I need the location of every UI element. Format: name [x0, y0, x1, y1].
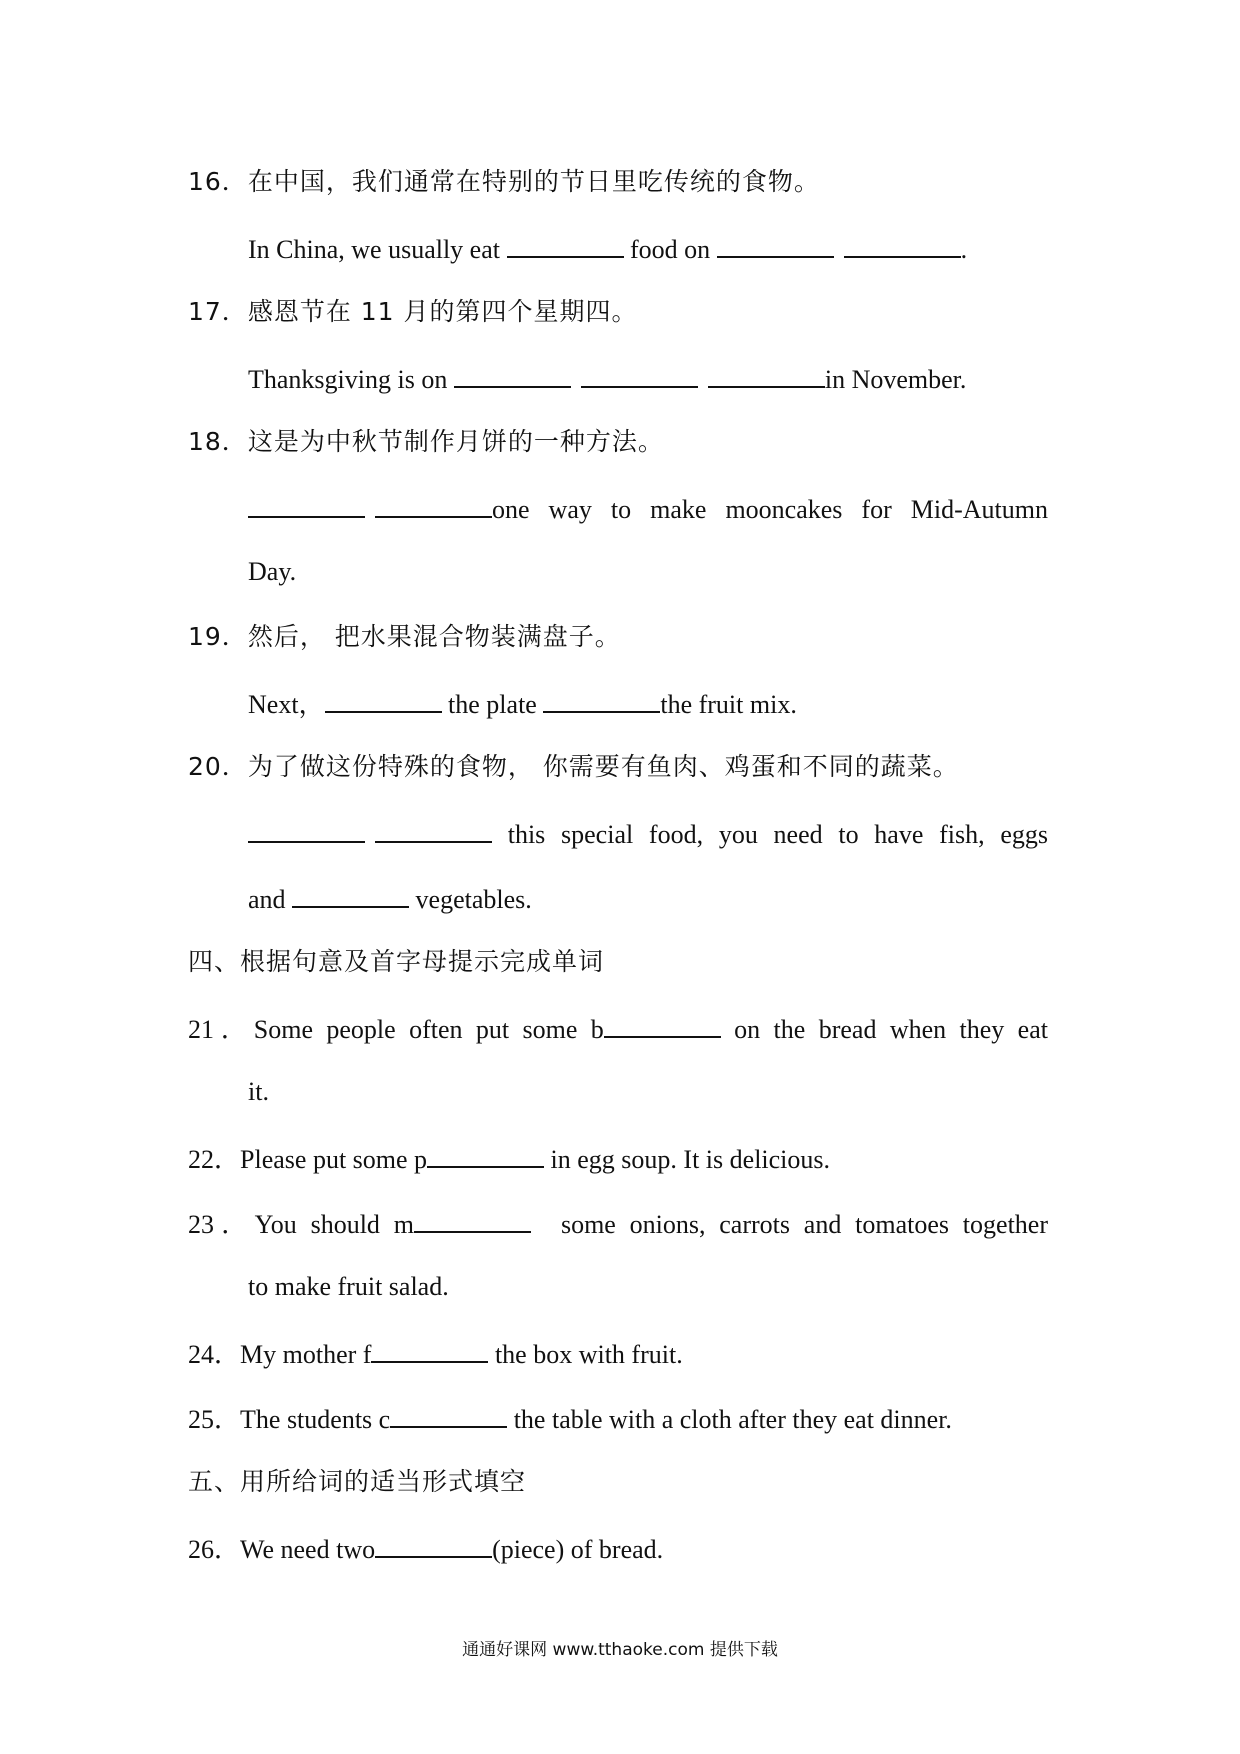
- q24-blank[interactable]: [371, 1335, 488, 1363]
- q17-number: 17．: [188, 297, 248, 326]
- q23-blank[interactable]: [414, 1205, 531, 1233]
- q21-number: 21．: [188, 1015, 254, 1044]
- q18-blank-2[interactable]: [375, 490, 492, 518]
- q20-prompt: [188, 750, 959, 784]
- q20-chinese: 为了做这份特殊的食物， 你需要有鱼肉、鸡蛋和不同的蔬菜。: [247, 752, 959, 781]
- q16-text-b: food on: [623, 235, 717, 264]
- q20-blank-3[interactable]: [292, 880, 409, 908]
- q20-blank-2[interactable]: [375, 815, 492, 843]
- q22-blank[interactable]: [427, 1140, 544, 1168]
- q21-text-a: Some people often put some b: [253, 1015, 604, 1044]
- q18-text-a: one way to make mooncakes for Mid-Autumn: [492, 495, 1048, 524]
- q24-text-b: the box with fruit.: [488, 1340, 683, 1369]
- q18-prompt: [188, 425, 664, 459]
- q21-text-b: on the bread when they eat: [720, 1015, 1048, 1044]
- q19-prompt: [188, 620, 621, 654]
- q26-number: 26．: [188, 1535, 241, 1564]
- q26-sentence: [188, 1530, 663, 1567]
- q18-blank-1[interactable]: [248, 490, 365, 518]
- q17-text-b: in November.: [824, 365, 967, 394]
- q24-sentence: [188, 1335, 683, 1372]
- q25-blank[interactable]: [390, 1400, 507, 1428]
- q20-sentence-cont: [248, 880, 532, 917]
- q25-text-a: The students c: [240, 1405, 391, 1434]
- q22-text-a: Please put some p: [240, 1145, 428, 1174]
- q23-text-b: some onions, carrots and tomatoes together: [560, 1210, 1048, 1239]
- q21-sentence-cont: [248, 1075, 269, 1109]
- q16-blank-3[interactable]: [844, 230, 961, 258]
- q21-sentence: [188, 1010, 1048, 1047]
- q17-sentence: [248, 360, 966, 397]
- q17-blank-3[interactable]: [708, 360, 825, 388]
- q17-text-a: Thanksgiving is on: [248, 365, 454, 394]
- q16-chinese: 在中国，我们通常在特别的节日里吃传统的食物。: [247, 167, 820, 196]
- q23-number: 23．: [188, 1210, 255, 1239]
- section5-title: 五、用所给词的适当形式填空: [188, 1467, 527, 1496]
- q23-sentence: [188, 1205, 1048, 1242]
- page-footer: 通通好课网 www.tthaoke.com 提供下载: [462, 1640, 778, 1660]
- q16-number: 16．: [188, 167, 248, 196]
- q26-blank[interactable]: [375, 1530, 492, 1558]
- q17-prompt: [188, 295, 638, 329]
- q18-text-b: Day.: [248, 557, 297, 586]
- q25-text-b: the table with a cloth after they eat dinner.: [507, 1405, 952, 1434]
- q18-chinese: 这是为中秋节制作月饼的一种方法。: [247, 427, 664, 456]
- q22-text-b: in egg soup. It is delicious.: [544, 1145, 831, 1174]
- q24-text-a: My mother f: [240, 1340, 372, 1369]
- q19-sentence: [248, 685, 797, 722]
- section4-title: 四、根据句意及首字母提示完成单词: [188, 947, 605, 976]
- q18-number: 18．: [188, 427, 248, 456]
- q19-text-b: the plate: [441, 690, 544, 719]
- q19-chinese: 然后， 把水果混合物装满盘子。: [247, 622, 621, 651]
- q19-blank-1[interactable]: [325, 685, 442, 713]
- q18-sentence-cont: [248, 555, 296, 589]
- q25-number: 25．: [188, 1405, 241, 1434]
- q20-text-b: and: [248, 885, 293, 914]
- q26-text-b: (piece) of bread.: [492, 1535, 664, 1564]
- q20-blank-1[interactable]: [248, 815, 365, 843]
- q23-text-c: to make fruit salad.: [248, 1272, 449, 1301]
- q16-blank-2[interactable]: [717, 230, 834, 258]
- q22-sentence: [188, 1140, 830, 1177]
- q19-text-c: the fruit mix.: [660, 690, 797, 719]
- q19-number: 19．: [188, 622, 248, 651]
- q16-prompt: [188, 165, 820, 199]
- q17-blank-1[interactable]: [454, 360, 571, 388]
- q19-text-a: Next，: [248, 690, 325, 719]
- q26-text-a: We need two: [240, 1535, 376, 1564]
- q24-number: 24．: [188, 1340, 241, 1369]
- q18-sentence: [248, 490, 1048, 527]
- q22-number: 22．: [188, 1145, 241, 1174]
- q16-text-a: In China, we usually eat: [248, 235, 507, 264]
- q19-blank-2[interactable]: [543, 685, 660, 713]
- q20-text-a: this special food, you need to have fish, eggs: [492, 820, 1048, 849]
- q23-text-a: You should m: [254, 1210, 414, 1239]
- q16-sentence: [248, 230, 967, 267]
- q25-sentence: [188, 1400, 952, 1437]
- q17-blank-2[interactable]: [581, 360, 698, 388]
- q16-text-c: .: [960, 235, 968, 264]
- q21-text-c: it.: [248, 1077, 269, 1106]
- q20-number: 20．: [188, 752, 248, 781]
- q21-blank[interactable]: [604, 1010, 721, 1038]
- q20-sentence: [248, 815, 1048, 852]
- q16-blank-1[interactable]: [507, 230, 624, 258]
- q17-chinese: 感恩节在 11 月的第四个星期四。: [247, 297, 638, 326]
- q23-sentence-cont: [248, 1270, 449, 1304]
- q20-text-c: vegetables.: [409, 885, 532, 914]
